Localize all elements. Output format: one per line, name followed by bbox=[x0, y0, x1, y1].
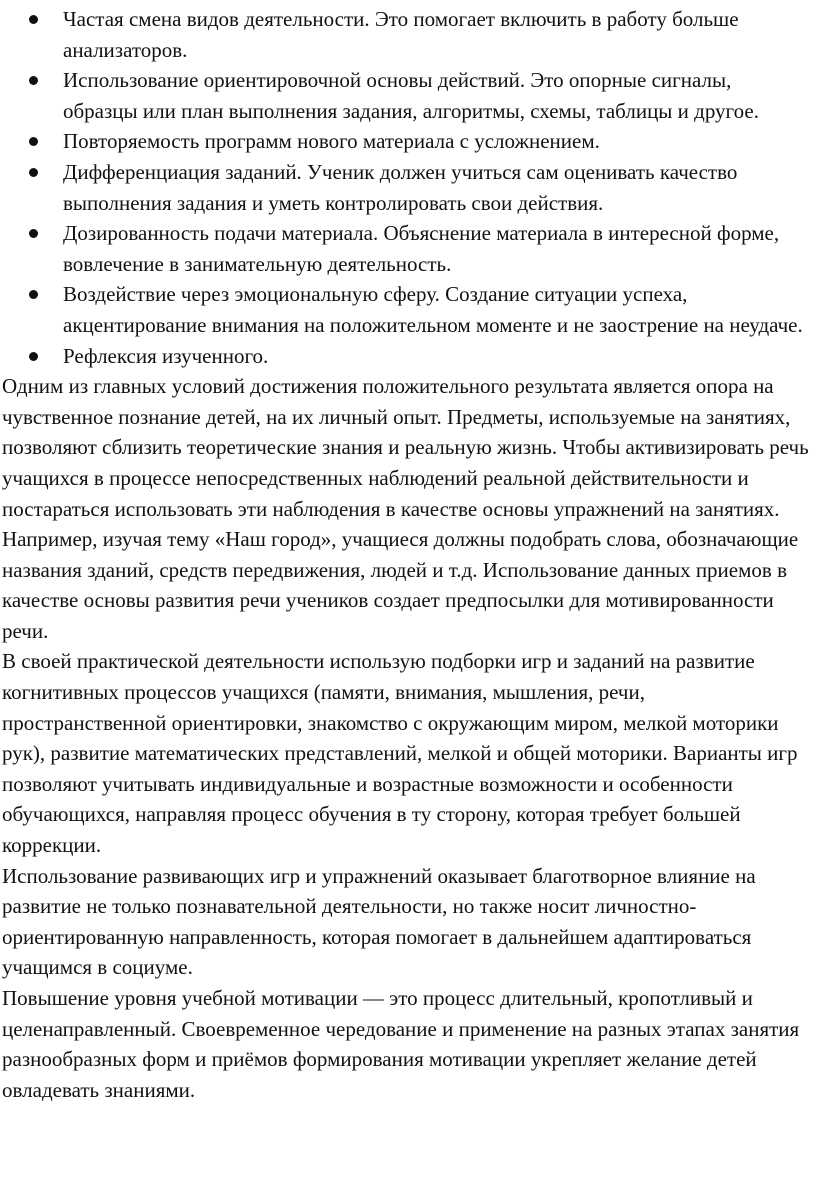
bullet-icon bbox=[29, 76, 38, 85]
list-item bbox=[2, 65, 810, 126]
list-item-text: Повторяемость программ нового материала с усложнением. bbox=[63, 129, 600, 154]
list-item-text: Воздействие через эмоциональную сферу. Создание ситуации успеха, акцентирование внимания на положительном моменте и не заострение на неудаче. bbox=[63, 282, 803, 337]
bullet-icon bbox=[29, 137, 38, 146]
paragraph-motivation: Повышение уровня учебной мотивации — это процесс длительный, кропотливый и целенаправленный. Своевременное чередование и применение на разных этапах занятия разнообразных форм и приёмов формирования мотивации укрепляет желание детей овладевать знаниями. bbox=[2, 986, 800, 1102]
list-item bbox=[2, 126, 810, 157]
bullet-list bbox=[2, 4, 810, 371]
bullet-icon bbox=[29, 229, 38, 238]
list-item bbox=[2, 279, 810, 340]
list-item bbox=[2, 218, 810, 279]
list-item bbox=[2, 4, 810, 65]
bullet-icon bbox=[29, 168, 38, 177]
list-item-text: Рефлексия изученного. bbox=[63, 343, 269, 368]
paragraph-sensory-cognition: Одним из главных условий достижения положительного результата является опора на чувственное познание детей, на их личный опыт. Предметы, используемые на занятиях, позволяют сблизить теоретические знания и реальную жизнь. Чтобы активизировать речь учащихся в процессе непосредственных наблюдений реальной действительности и постараться использовать эти наблюдения в качестве основы упражнений на занятиях. Например, изучая тему «Наш город», учащиеся должны подобрать слова, обозначающие названия зданий, средств передвижения, людей и т.д. Использование данных приемов в качестве основы развития речи учеников создает предпосылки для мотивированности речи. bbox=[2, 374, 809, 643]
bullet-icon bbox=[29, 15, 38, 24]
paragraph-practical-activity: В своей практической деятельности использую подборки игр и заданий на развитие когнитивных процессов учащихся (памяти, внимания, мышления, речи, пространственной ориентировки, знакомство с окружающим миром, мелкой моторики рук), развитие математических представлений, мелкой и общей моторики. Варианты игр позволяют учитывать индивидуальные и возрастные возможности и особенности обучающихся, направляя процесс обучения в ту сторону, которая требует большей коррекции. bbox=[2, 649, 798, 858]
list-item-text: Дифференциация заданий. Ученик должен учиться сам оценивать качество выполнения задания и уметь контролировать свои действия. bbox=[63, 159, 738, 215]
list-item-text: Частая смена видов деятельности. Это помогает включить в работу больше анализаторов. bbox=[63, 7, 739, 62]
paragraph-developing-games: Использование развивающих игр и упражнений оказывает благотворное влияние на развитие не только познавательной деятельности, но также носит личностно-ориентированную направленность, которая помогает в дальнейшем адаптироваться учащимся в социуме. bbox=[2, 863, 756, 980]
list-item-text: Дозированность подачи материала. Объяснение материала в интересной форме, вовлечение в занимательную деятельность. bbox=[63, 221, 780, 276]
bullet-icon bbox=[29, 352, 38, 361]
bullet-icon bbox=[29, 290, 38, 299]
list-item bbox=[2, 157, 810, 218]
list-item bbox=[2, 341, 810, 372]
list-item-text: Использование ориентировочной основы действий. Это опорные сигналы, образцы или план выполнения задания, алгоритмы, схемы, таблицы и другое. bbox=[63, 68, 759, 123]
